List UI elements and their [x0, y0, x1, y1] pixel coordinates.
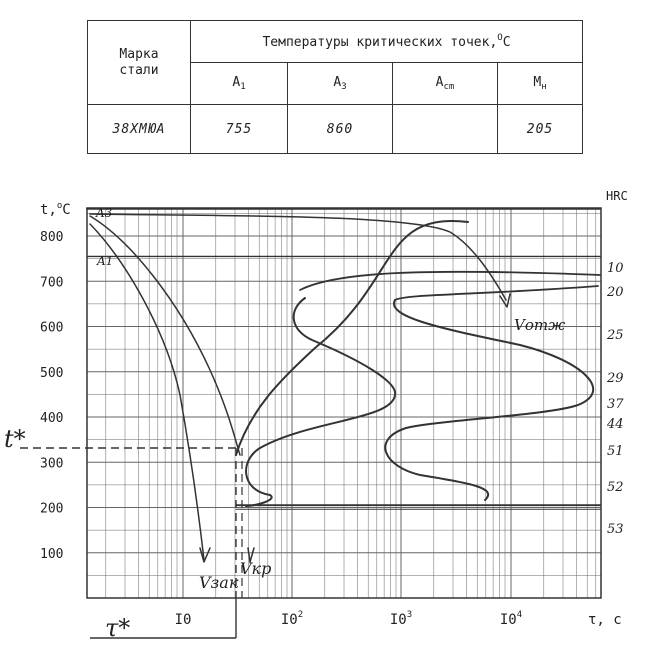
curves [20, 209, 600, 638]
brand-header-line-1: Марка [119, 46, 159, 62]
col-mn-letter: M [533, 75, 542, 90]
y-tick-label: 200 [40, 501, 64, 517]
v-zak-arrow [200, 548, 210, 562]
brand-header-line-2: стали [119, 62, 159, 78]
a3-label: A3 [96, 206, 113, 220]
hrc-value: 10 [607, 261, 624, 276]
v-zak-curve [90, 224, 204, 560]
y-axis-label: t,$^o$C [40, 201, 71, 218]
y-tick-labels [40, 230, 63, 562]
hrc-value: 20 [607, 285, 624, 300]
v-zak-label: Vзак [199, 573, 239, 592]
col-acm-letter: A [435, 75, 444, 90]
y-tick-label: 300 [40, 456, 64, 472]
y-tick-label: 800 [40, 230, 64, 245]
steel-brand-cell: 38ХМЮА [88, 105, 191, 154]
y-tick-label: 400 [40, 411, 64, 426]
hrc-value: 53 [607, 522, 624, 537]
hrc-value: 29 [607, 371, 624, 386]
t-star-label: t* [4, 425, 26, 453]
v-otzh-label: Vотж [514, 316, 566, 334]
col-a1-letter: A [232, 75, 241, 90]
col-acm-sub: cm [443, 82, 455, 92]
col-mn-sub: н [541, 82, 547, 92]
col-a3-letter: A [333, 75, 342, 90]
x-tick-label: $I0^2$ [280, 610, 304, 628]
value-mn-cell: 205 [498, 105, 583, 154]
x-axis-label: τ, с [588, 612, 622, 628]
hrc-value: 25 [607, 328, 624, 343]
x-tick-label: $I0^3$ [389, 610, 413, 628]
temps-header-degree: O [497, 33, 503, 43]
temps-header-text: Температуры критических точек, [262, 35, 498, 50]
grid [87, 208, 601, 598]
hrc-label: HRC [606, 189, 628, 203]
x-tick-labels [175, 610, 523, 628]
transformation-start-lower [246, 298, 395, 506]
hrc-value: 37 [607, 397, 624, 412]
y-tick-label: 600 [40, 320, 64, 336]
y-tick-label: 500 [40, 365, 64, 381]
col-a1-sub: 1 [240, 82, 246, 92]
a1-label: A1 [97, 254, 114, 268]
hrc-value: 51 [607, 444, 624, 459]
hrc-value: 52 [607, 480, 624, 495]
x-tick-label: $I0^4$ [499, 610, 523, 628]
tau-star-label: τ* [105, 614, 131, 642]
transformation-end-tail [395, 286, 598, 300]
temps-header-unit: C [502, 35, 511, 50]
hrc-scale [606, 261, 624, 537]
hrc-value: 44 [607, 417, 624, 432]
y-tick-label: 700 [40, 275, 64, 291]
y-tick-label: 100 [40, 546, 64, 562]
value-a1-cell: 755 [191, 105, 288, 154]
v-kr-label: Vкр [240, 559, 272, 578]
value-a3-cell: 860 [288, 105, 393, 154]
col-a3-sub: 3 [341, 82, 347, 92]
x-tick-label: I0 [174, 612, 192, 628]
